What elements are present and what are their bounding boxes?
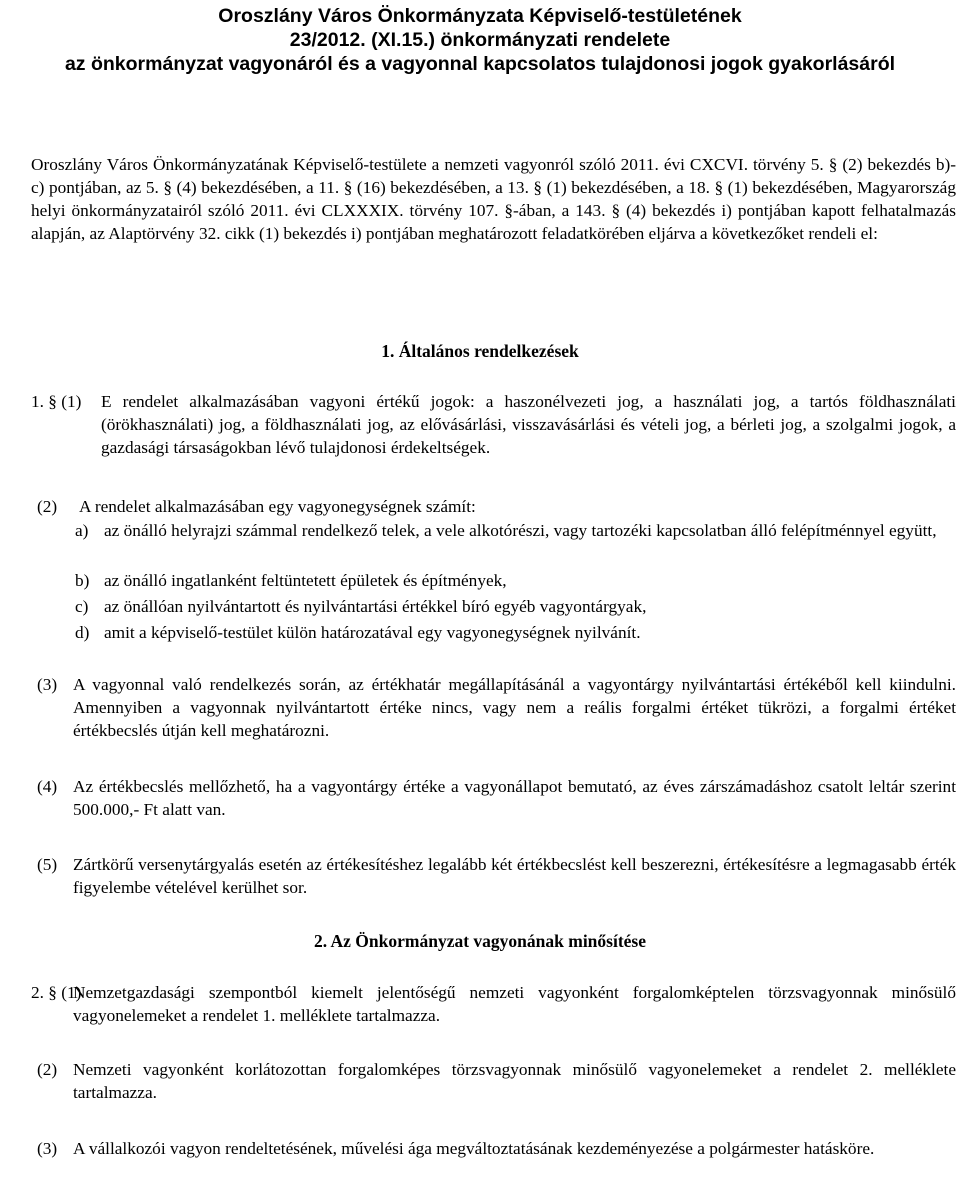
para-2-3-text: A vállalkozói vagyon rendeltetésének, művelési ága megváltoztatásának kezdeményezése a polgármester hatásköre. <box>73 1139 875 1158</box>
title-line-3: az önkormányzat vagyonáról és a vagyonnal kapcsolatos tulajdonosi jogok gyakorlásáról <box>64 53 896 75</box>
list-item-text: az önálló ingatlanként feltüntetett épületek és építmények, <box>104 571 507 590</box>
section-2-heading: 2. Az Önkormányzat vagyonának minősítése <box>313 931 647 951</box>
list-item-text: amit a képviselő-testület külön határozatával egy vagyonegységnek nyilvánít. <box>104 623 641 642</box>
para-1-2-number: (2) <box>37 497 58 516</box>
list-item-label: d) <box>75 623 90 642</box>
list-item-label: a) <box>75 521 89 540</box>
para-1-1-text: E rendelet alkalmazásában vagyoni értékű jogok: a haszonélvezeti jog, a használati jog, a tartós földhasználati (örökhasználati) jog, a földhasználati jog, az elővásárlási, visszavásárlási és vételi jog, a bérleti jog, a szolgalmi jogok, a gazdasági társaságokban lévő tulajdonosi érdekeltségek. <box>101 392 956 457</box>
para-1-5-number: (5) <box>37 855 58 874</box>
para-1-1-number: 1. § (1) <box>31 392 82 411</box>
document-title <box>0 4 960 76</box>
para-1-4-text: Az értékbecslés mellőzhető, ha a vagyontárgy értéke a vagyonállapot bemutató, az éves zárszámadáshoz csatolt leltár szerint 500.000,- Ft alatt van. <box>73 777 956 819</box>
para-2-1-number: 2. § (1) <box>31 983 82 1002</box>
section-1-heading: 1. Általános rendelkezések <box>381 341 579 361</box>
para-1-3-text: A vagyonnal való rendelkezés során, az értékhatár megállapításánál a vagyontárgy nyilvántartási értékéből kell kiindulni. Amennyiben a vagyonnak nyilvántartott értéke nincs, vagy nem a reális forgalmi értéket tükrözi, a forgalmi értéket értékbecslés útján kell meghatározni. <box>73 675 956 740</box>
list-item-text: az önálló helyrajzi számmal rendelkező telek, a vele alkotórészi, vagy tartozéki kapcsolatban álló felépítménnyel együtt, <box>104 521 937 540</box>
title-line-1: Oroszlány Város Önkormányzata Képviselő-testületének <box>218 5 742 27</box>
title-line-2: 23/2012. (XI.15.) önkormányzati rendelete <box>289 29 671 51</box>
preamble: Oroszlány Város Önkormányzatának Képviselő-testülete a nemzeti vagyonról szóló 2011. évi CXCVI. törvény 5. § (2) bekezdés b)-c) pontjában, az 5. § (4) bekezdésében, a 11. § (16) bekezdésében, a 13. § (1) bekezdésében, a 18. § (1) bekezdésében, Magyarország helyi önkormányzatairól szóló 2011. évi CLXXXIX. törvény 107. §-ában, a 143. § (4) bekezdés i) pontjában kapott felhatalmazás alapján, az Alaptörvény 32. cikk (1) bekezdés i) pontjában meghatározott feladatkörében eljárva a következőket rendeli el: <box>31 155 956 243</box>
para-1-2-text: A rendelet alkalmazásában egy vagyonegységnek számít: <box>79 497 476 516</box>
para-2-2-text: Nemzeti vagyonként korlátozottan forgalomképes törzsvagyonnak minősülő vagyonelemeket a rendelet 2. melléklete tartalmazza. <box>73 1060 956 1102</box>
para-2-1-text: Nemzetgazdasági szempontból kiemelt jelentőségű nemzeti vagyonként forgalomképtelen törzsvagyonnak minősülő vagyonelemeket a rendelet 1. melléklete tartalmazza. <box>73 983 956 1025</box>
para-1-4-number: (4) <box>37 777 58 796</box>
para-2-3-number: (3) <box>37 1139 58 1158</box>
list-item-label: c) <box>75 597 89 616</box>
para-1-5-text: Zártkörű versenytárgyalás esetén az értékesítéshez legalább két értékbecslést kell beszerezni, értékesítésre a legmagasabb érték figyelembe vételével kerülhet sor. <box>73 855 956 897</box>
para-1-3-number: (3) <box>37 675 58 694</box>
para-2-2-number: (2) <box>37 1060 58 1079</box>
list-item-label: b) <box>75 571 90 590</box>
list-item-text: az önállóan nyilvántartott és nyilvántartási értékkel bíró egyéb vagyontárgyak, <box>104 597 647 616</box>
